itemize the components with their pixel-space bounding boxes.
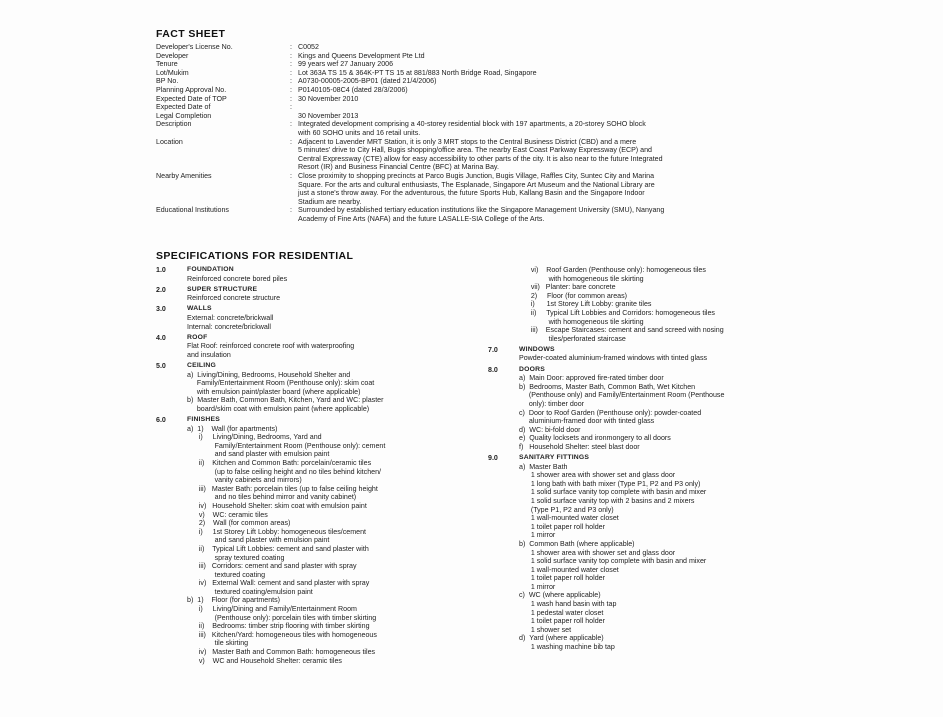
- fact-colon: :: [290, 103, 292, 112]
- specs-column-left: [156, 266, 474, 668]
- fact-label: [156, 120, 290, 137]
- spec-line: (up to false ceiling height and no tiles behind kitchen/: [187, 467, 382, 476]
- fact-value: [298, 77, 806, 86]
- spec-line: with homogeneous tile skirting: [519, 317, 644, 326]
- spec-body: [187, 266, 287, 283]
- spec-body: [187, 286, 280, 303]
- fact-colon: :: [290, 43, 292, 51]
- fact-colon: :: [290, 171, 292, 180]
- spec-line: and sand plaster with emulsion paint: [187, 450, 330, 459]
- spec-line: ii) Typical Lift Lobbies: cement and sand plaster with: [187, 544, 369, 553]
- fact-label: [156, 43, 290, 52]
- spec-line: 1 toilet paper roll holder: [519, 522, 605, 531]
- spec-line: iv) External Wall: cement and sand plaster with spray: [187, 579, 370, 588]
- fact-value-line: Square. For the arts and cultural enthusiasts, The Esplanade, Singapore Art Museum and the National Library are: [298, 180, 655, 189]
- spec-line: iv) Household Shelter: skim coat with emulsion paint: [187, 501, 367, 510]
- fact-value: [298, 172, 806, 206]
- spec-line: a) Master Bath: [519, 462, 568, 471]
- spec-line: and insulation: [187, 350, 231, 359]
- spec-body: [187, 334, 354, 360]
- spec-title: CEILING: [187, 361, 216, 369]
- fact-value-line: Kings and Queens Development Pte Ltd: [298, 51, 425, 60]
- spec-section-continued: [488, 266, 798, 343]
- fact-row: [156, 206, 806, 223]
- spec-line: and sand plaster with emulsion paint: [187, 536, 330, 545]
- spec-line: 1 toilet paper roll holder: [519, 617, 605, 626]
- fact-label: [156, 103, 290, 120]
- fact-label-line: Developer's License No.: [156, 43, 233, 51]
- fact-label-line: Expected Date of TOP: [156, 94, 227, 103]
- spec-title: SUPER STRUCTURE: [187, 285, 258, 293]
- fact-label: [156, 69, 290, 78]
- fact-value-line: just a stone's throw away. For the adventurous, the future Sports Hub, Kallang Basin and the Singapore Indoor: [298, 189, 645, 198]
- fact-row: [156, 120, 806, 137]
- spec-line: 1 toilet paper roll holder: [519, 574, 605, 583]
- spec-number: 1.0: [156, 266, 166, 274]
- fact-row: [156, 172, 806, 206]
- spec-line: Reinforced concrete structure: [187, 294, 281, 303]
- spec-line: tiles/perforated staircase: [519, 334, 626, 343]
- fact-label-line: Tenure: [156, 60, 178, 69]
- fact-value-line: Integrated development comprising a 40-storey residential block with 197 apartments, a 20-storey SOHO block: [298, 120, 646, 129]
- spacer: [488, 652, 798, 655]
- spec-title: DOORS: [519, 365, 545, 373]
- fact-value: [298, 43, 806, 52]
- spec-line: Family/Entertainment Room (Penthouse only): cement: [187, 441, 386, 450]
- spec-line: 1 mirror: [519, 582, 556, 591]
- spec-section: [488, 346, 798, 363]
- spec-title: FINISHES: [187, 416, 220, 423]
- spec-line: vi) Roof Garden (Penthouse only): homogeneous tiles: [519, 266, 706, 274]
- fact-value: [298, 206, 806, 223]
- fact-row: [156, 60, 806, 69]
- fact-value-line: Academy of Fine Arts (NAFA) and the future LASALLE-SIA College of the Arts.: [298, 214, 545, 223]
- spec-line: 1 solid surface vanity top complete with basin and mixer: [519, 557, 707, 566]
- spec-line: (Type P1, P2 and P3 only): [519, 505, 614, 514]
- fact-value-line: A0730-00005-2005-BP01 (dated 21/4/2006): [298, 77, 437, 86]
- fact-value: [298, 86, 806, 95]
- fact-label: [156, 95, 290, 104]
- spec-line: 1 solid surface vanity top with 2 basins and 2 mixers: [519, 496, 695, 505]
- fact-label: [156, 60, 290, 69]
- spec-line: 1 shower area with shower set and glass door: [519, 471, 676, 480]
- spec-line: 1 shower area with shower set and glass door: [519, 548, 676, 557]
- spec-body: [187, 416, 385, 665]
- spec-line: board/skim coat with emulsion paint (where applicable): [187, 404, 370, 413]
- spec-title: WALLS: [187, 305, 212, 313]
- fact-value: [298, 52, 806, 61]
- fact-value-line: Resort (IR) and Business Financial Centre (BFC) at Marina Bay.: [298, 163, 499, 172]
- spec-line: only): timber door: [519, 399, 585, 408]
- fact-label-line: Description: [156, 120, 192, 129]
- fact-value-line: C0052: [298, 43, 319, 51]
- fact-value-line: Adjacent to Lavender MRT Station, it is only 3 MRT stops to the Central Business District (CBD) and a mere: [298, 137, 637, 146]
- fact-value-line: 30 November 2010: [298, 94, 359, 103]
- spec-line: Internal: concrete/brickwall: [187, 322, 271, 331]
- spec-line: aluminium-framed door with tinted glass: [519, 417, 655, 426]
- spec-line: e) Quality locksets and ironmongery to all doors: [519, 434, 671, 443]
- spec-line: (Penthouse only): porcelain tiles with timber skirting: [187, 613, 377, 622]
- fact-label-line: Planning Approval No.: [156, 85, 227, 94]
- fact-label: [156, 206, 290, 223]
- fact-value: [298, 103, 806, 120]
- fact-colon: :: [290, 120, 292, 129]
- spec-line: i) Living/Dining, Bedrooms, Yard and: [187, 433, 322, 442]
- spec-body: [519, 366, 724, 452]
- spec-line: b) Common Bath (where applicable): [519, 539, 635, 548]
- spec-line: iii) Master Bath: porcelain tiles (up to false ceiling height: [187, 484, 378, 493]
- spec-line: 2) Floor (for common areas): [519, 291, 628, 300]
- spec-number: 8.0: [488, 365, 498, 374]
- fact-colon: :: [290, 51, 292, 60]
- spec-line: 1 washing machine bib tap: [519, 643, 615, 652]
- spec-section: [488, 366, 798, 452]
- fact-label-line: Location: [156, 137, 183, 146]
- fact-row: [156, 77, 806, 86]
- fact-value: [298, 138, 806, 172]
- spec-line: c) WC (where applicable): [519, 591, 601, 600]
- spec-number: 9.0: [488, 453, 498, 462]
- spec-number: [488, 266, 519, 343]
- spec-section: [156, 305, 474, 331]
- fact-row: [156, 95, 806, 104]
- specs-column-right: [488, 266, 798, 654]
- fact-label-line: Nearby Amenities: [156, 171, 212, 180]
- spec-section: [156, 334, 474, 360]
- spec-section: [156, 266, 474, 283]
- fact-label-line: Expected Date of: [156, 103, 211, 112]
- fact-value-line: 99 years wef 27 January 2006: [298, 60, 394, 69]
- spec-line: textured coating/emulsion paint: [187, 587, 313, 596]
- fact-value-line: 30 November 2013: [298, 111, 359, 120]
- fact-value-line: P0140105-08C4 (dated 28/3/2006): [298, 85, 408, 94]
- fact-value: [298, 69, 806, 78]
- spec-line: a) 1) Wall (for apartments): [187, 424, 278, 433]
- spec-number: 3.0: [156, 305, 166, 314]
- spec-line: i) 1st Storey Lift Lobby: homogeneous tiles/cement: [187, 527, 367, 536]
- fact-row: [156, 103, 806, 120]
- fact-value-line: Central Expressway (CTE) allow for easy accessibility to other parts of the city. It is also near to the future Integrated: [298, 154, 663, 163]
- spec-section: [156, 286, 474, 303]
- spec-line: c) Door to Roof Garden (Penthouse only): powder-coated: [519, 408, 702, 417]
- spec-line: textured coating: [187, 570, 266, 579]
- spec-line: v) WC: ceramic tiles: [187, 510, 268, 519]
- fact-label-line: BP No.: [156, 77, 179, 86]
- fact-value-line: Close proximity to shopping precincts at Parco Bugis Junction, Bugis Village, Raffles City, Suntec City and Marina: [298, 171, 655, 180]
- spacer: [156, 665, 474, 668]
- spec-line: Reinforced concrete bored piles: [187, 274, 288, 283]
- spec-line: and no tiles behind mirror and vanity cabinet): [187, 493, 357, 502]
- spec-line: iv) Master Bath and Common Bath: homogeneous tiles: [187, 648, 376, 657]
- spec-line: 1 mirror: [519, 531, 556, 540]
- spec-line: Family/Entertainment Room (Penthouse only): skim coat: [187, 379, 375, 388]
- fact-sheet-title: FACT SHEET: [156, 28, 226, 40]
- spec-section: [156, 362, 474, 414]
- spec-line: i) Living/Dining and Family/Entertainment Room: [187, 605, 357, 614]
- fact-colon: :: [290, 60, 292, 69]
- spec-number: 6.0: [156, 416, 166, 424]
- spec-line: with homogeneous tile skirting: [519, 274, 644, 283]
- fact-colon: :: [290, 85, 292, 94]
- spec-line: b) Bedrooms, Master Bath, Common Bath, Wet Kitchen: [519, 382, 696, 391]
- spec-number: 7.0: [488, 345, 498, 354]
- fact-label-line: Lot/Mukim: [156, 68, 189, 77]
- spec-line: spray textured coating: [187, 553, 285, 562]
- spec-line: 1 wall-mounted water closet: [519, 565, 619, 574]
- fact-row: [156, 86, 806, 95]
- fact-row: [156, 69, 806, 78]
- spec-line: 1 wash hand basin with tap: [519, 600, 617, 609]
- spec-line: (Penthouse only) and Family/Entertainment Room (Penthouse: [519, 391, 725, 400]
- fact-value: [298, 120, 806, 137]
- spec-title: ROOF: [187, 333, 208, 341]
- spec-line: f) Household Shelter: steel blast door: [519, 442, 640, 451]
- fact-label-line: Educational Institutions: [156, 206, 229, 215]
- spec-line: 1 long bath with bath mixer (Type P1, P2 and P3 only): [519, 479, 701, 488]
- spec-line: b) 1) Floor (for apartments): [187, 596, 281, 605]
- fact-row: [156, 43, 806, 52]
- fact-value-line: Lot 363A TS 15 & 364K-PT TS 15 at 881/883 North Bridge Road, Singapore: [298, 68, 537, 77]
- specifications-title: SPECIFICATIONS FOR RESIDENTIAL: [156, 250, 354, 262]
- spec-line: d) Yard (where applicable): [519, 634, 604, 643]
- spec-line: with emulsion paint/plaster board (where applicable): [187, 387, 361, 396]
- fact-value-line: [298, 103, 806, 112]
- spec-line: iii) Kitchen/Yard: homogeneous tiles with homogeneous: [187, 630, 377, 639]
- spec-line: tile skirting: [187, 639, 249, 648]
- fact-row: [156, 52, 806, 61]
- spec-line: 2) Wall (for common areas): [187, 519, 291, 528]
- fact-value-line: Stadium are nearby.: [298, 197, 362, 206]
- fact-colon: :: [290, 68, 292, 77]
- spec-line: Flat Roof: reinforced concrete roof with waterproofing: [187, 342, 355, 351]
- fact-value-line: with 60 SOHO units and 16 retail units.: [298, 128, 421, 137]
- spec-line: ii) Kitchen and Common Bath: porcelain/ceramic tiles: [187, 458, 372, 467]
- fact-sheet-table: [156, 43, 806, 223]
- spec-line: 1 solid surface vanity top complete with basin and mixer: [519, 488, 707, 497]
- spec-line: b) Master Bath, Common Bath, Kitchen, Yard and WC: plaster: [187, 396, 384, 405]
- spec-title: SANITARY FITTINGS: [519, 453, 590, 461]
- fact-colon: :: [290, 94, 292, 103]
- fact-label: [156, 86, 290, 95]
- spec-body: [519, 454, 706, 652]
- fact-label-line: Developer: [156, 51, 189, 60]
- fact-colon: :: [290, 137, 292, 146]
- spec-line: d) WC: bi-fold door: [519, 425, 581, 434]
- spec-line: 1 shower set: [519, 625, 572, 634]
- spec-line: a) Living/Dining, Bedrooms, Household Shelter and: [187, 370, 351, 379]
- spec-title: FOUNDATION: [187, 266, 234, 273]
- spec-line: vii) Planter: bare concrete: [519, 283, 616, 292]
- fact-value: [298, 95, 806, 104]
- fact-value-line: Surrounded by established tertiary education institutions like the Singapore Management University (SMU), Nanyang: [298, 206, 665, 215]
- spec-number: 4.0: [156, 333, 166, 342]
- spec-line: External: concrete/brickwall: [187, 313, 274, 322]
- fact-label: [156, 138, 290, 172]
- spec-line: iii) Corridors: cement and sand plaster with spray: [187, 562, 357, 571]
- fact-colon: :: [290, 206, 292, 215]
- fact-colon: :: [290, 77, 292, 86]
- spec-line: vanity cabinets and mirrors): [187, 476, 302, 485]
- spec-line: ii) Bedrooms: timber strip flooring with timber skirting: [187, 622, 370, 631]
- spec-section: [156, 416, 474, 665]
- fact-label: [156, 172, 290, 206]
- spec-body: [519, 266, 724, 343]
- spec-line: ii) Typical Lift Lobbies and Corridors: homogeneous tiles: [519, 308, 715, 317]
- spec-body: [187, 362, 383, 414]
- fact-row: [156, 138, 806, 172]
- spec-line: iii) Escape Staircases: cement and sand screed with nosing: [519, 326, 724, 335]
- fact-value: [298, 60, 806, 69]
- fact-label: [156, 77, 290, 86]
- spec-body: [187, 305, 273, 331]
- spec-line: v) WC and Household Shelter: ceramic tiles: [187, 656, 342, 665]
- spec-line: 1 pedestal water closet: [519, 608, 604, 617]
- spec-number: 2.0: [156, 285, 166, 294]
- fact-label-line: Legal Completion: [156, 111, 212, 120]
- spec-line: Powder-coated aluminium-framed windows with tinted glass: [519, 354, 708, 363]
- fact-label: [156, 52, 290, 61]
- spec-title: WINDOWS: [519, 345, 555, 353]
- spec-body: [519, 346, 707, 363]
- spec-line: 1 wall-mounted water closet: [519, 514, 619, 523]
- spec-number: 5.0: [156, 361, 166, 370]
- spec-line: a) Main Door: approved fire-rated timber door: [519, 374, 664, 383]
- fact-value-line: 5 minutes' drive to City Hall, Bugis shopping/office area. The nearby East Coast Parkway Expressway (ECP) and: [298, 146, 652, 155]
- spec-line: i) 1st Storey Lift Lobby: granite tiles: [519, 300, 652, 309]
- spec-section: [488, 454, 798, 652]
